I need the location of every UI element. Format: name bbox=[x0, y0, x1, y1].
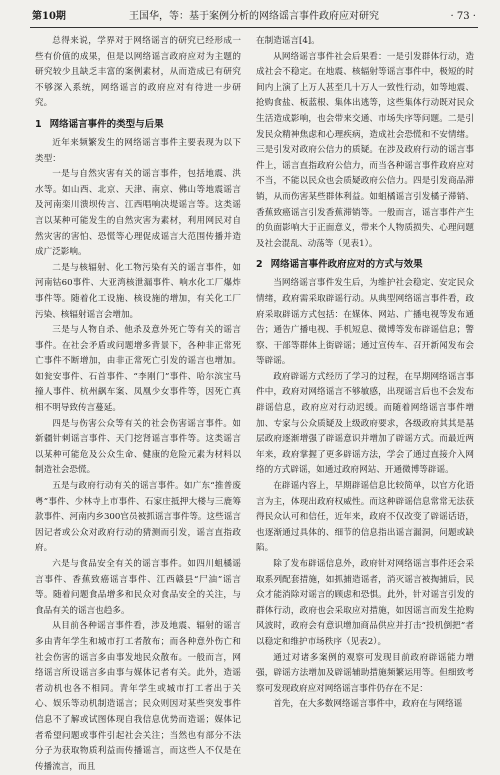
paragraph: 在辟谣内容上，早期辟谣信息比较简单，以官方化语言为主，体现出政府权威性。而这种辟谣信息常常无法获得民众认可和信任，近年来，政府不仅改变了辟谣话语，也逐渐通过具体的、细节的信息指出谣言漏洞，问题或缺陷。 bbox=[256, 481, 474, 554]
issue-label: 第10期 bbox=[32, 11, 66, 22]
paragraph: 四是与伤害公众等有关的社会伤害谣言事件。如新疆针刺谣言事件、天门挖肾谣言事件等。这类谣言以某种可能危及公众生命、健康的危险元素为材料以制造社会恐慌。 bbox=[35, 418, 241, 476]
section-heading bbox=[35, 117, 241, 132]
paragraph: 首先，在大多数网络谣言事件中，政府在与网络谣 bbox=[273, 699, 463, 710]
right-column bbox=[256, 34, 474, 716]
paragraph: 从网络谣言事件社会后果看：一是引发群体行动，造成社会不稳定。在地震、核辐射等谣言事件中，极短的时间内上演了上万人甚至几十万人一致性行动，如等地震、抢购食盐、板蓝根、集体出逃等，这些集体行动既对民众生活造成影响，也会带来交通、市场失序等问题。二是引发民众精神焦虑和心理疾病，造成社会恐慌和不安情绪。三是引发对政府公信力的质疑。在涉及政府行动的谣言事件上，谣言直指政府公信力，而当各种谣言事件政府应对不当，不能以民众也会质疑政府公信力。四是引发商品滞销，从而伤害某些群体利益。如蛆橘谣言引发橘子滞销、香蕉致癌谣言引发香蕉滞销等。一般而言，谣言事件产生的负面影响大于正面意义，带来个人物质损失、心理问题及社会混乱、动荡等（见表1）。 bbox=[256, 51, 474, 249]
paragraph: 总得来说，学界对于网络谣言的研究已经形成一些有价值的成果，但是以网络谣言政府应对为主题的研究较少且缺乏丰富的案例素材，从而造成已有研究不够深入系统，网络谣言的政府应对有待进一步研究。 bbox=[35, 36, 241, 109]
section-title: 网络谣言事件的类型与后果 bbox=[49, 118, 164, 130]
paragraph: 二是与核辐射、化工物污染有关的谣言事件，如河南钴60事件、大亚湾核泄漏事件、响水化工厂爆炸事件等。随着化工设施、核设施的增加，有关化工厂污染、核辐射谣言会增加。 bbox=[35, 262, 241, 320]
paragraph: 政府辟谣方式经历了学习的过程，在早期网络谣言事件中，政府对网络谣言不够敏感，出现谣言后也不会发布辟谣信息，政府应对行动迟缓。而随着网络谣言事件增加、专家与公众质疑及上级政府要求，各级政府其其是基层政府逐渐增强了辟谣意识并增加了辟谣方式。而最近两年来，政府掌握了更多辟谣方法，学会了通过直接介入网络的方式辟谣，如通过政府网站、开通微博等辟谣。 bbox=[256, 371, 474, 476]
paragraph: 近年来频繁发生的网络谣言事件主要表现为以下类型： bbox=[35, 137, 241, 164]
section-title: 网络谣言事件政府应对的方式与效果 bbox=[270, 259, 423, 271]
paragraph: 在制造谣言[4]。 bbox=[256, 36, 320, 46]
page-number: · 73 · bbox=[450, 11, 476, 22]
running-title: 王国华，等：基于案例分析的网络谣言事件政府应对研究 bbox=[129, 11, 379, 22]
paragraph: 五是与政府行动有关的谣言事件。如广东“推普废粤”事件、少林寺上市事件、石家庄抵押大楼与三鹿筹款事件、河南内乡300官员被抓谣言事件等。这些谣言因记者或公众对政府行动的猜测而引发，谣言直指政府。 bbox=[35, 481, 241, 554]
paragraph: 通过对诸多案例的观察可发现目前政府辟谣能力增强，辟谣方法增加及辟谣辅助措施频繁运用等。但细致考察可发现政府应对网络谣言事件仍存在不足： bbox=[256, 652, 474, 694]
left-column bbox=[35, 34, 241, 772]
paragraph: 当网络谣言事件发生后，为维护社会稳定、安定民众情绪，政府需采取辟谣行动。从典型网络谣言事件看，政府采取辟谣方式包括：在媒体、网站、广播电视等发布通告；通告广播电视、手机短息、微博等发布辟谣信息；警察、干部等群体上街辟谣；通过宣传车、召开新闻发布会等辟谣。 bbox=[256, 278, 474, 367]
section-number: 2 bbox=[256, 259, 263, 271]
section-number: 1 bbox=[35, 118, 42, 130]
paragraph: 从目前各种谣言事件看，涉及地震、辐射的谣言多由青年学生和城市打工者散布；而各种意外伤亡和社会伤害的谣言多由事发地民众散布。一般而言，网络谣言所设谣言多由事与媒体记者有关。此外，造谣者动机也各不相同。青年学生或城市打工者出于关心、娱乐等动机制造谣言；民众则因对某些突发事件信息不了解或试图体现自我信息优势而造谣；媒体记者希望问题或事件引起社会关注；当然也有部分不法分子为获取物质利益而传播谣言，而这些人不仅是在传播流言，而且 bbox=[35, 621, 241, 772]
paragraph: 三是与人物自杀、他杀及意外死亡等有关的谣言事件。在社会矛盾或问题增多背景下，各种非正常死亡事件不断增加，由非正常死亡引发的谣言也增加。如瓮安事件、石首事件、“李刚门”事件、哈尔滨宝马撞人事件、杭州飙车案、凤凰少女事件等，因死亡真相不明导致传言蔓延。 bbox=[35, 325, 241, 414]
section-heading bbox=[256, 257, 474, 272]
paragraph: 一是与自然灾害有关的谣言事件，包括地震、洪水等。如山西、北京、天津、南京、佛山等地震谣言及河南栾川溃坝传言、江西唱响决堤谣言等。这类谣言以某种可能发生的自然灾害为素材，利用网民对自然灾害的害怕、恐慌等心理促成谣言大范围传播并造成广泛影响。 bbox=[35, 169, 241, 258]
paragraph: 六是与食品安全有关的谣言事件。如四川蛆橘谣言事件、香蕉致癌谣言事件、江西赣县“尸油”谣言等。随着问题食品增多和民众对食品安全的关注，与食品有关的谣言也趋多。 bbox=[35, 559, 241, 616]
running-header bbox=[30, 9, 478, 28]
paragraph: 除了发布辟谣信息外，政府针对网络谣言事件还会采取系列配套措施，如抓捕造谣者，消灭谣言被掏捕后，民众才能消除对谣言的顾虑和恐惧。此外，针对谣言引发的群体行动，政府也会采取应对措施，如因谣言而发生抢购风波时，政府会有意识增加商品供应并打击“投机倒把”者以稳定和维护市场秩序（见表2）。 bbox=[256, 559, 474, 647]
